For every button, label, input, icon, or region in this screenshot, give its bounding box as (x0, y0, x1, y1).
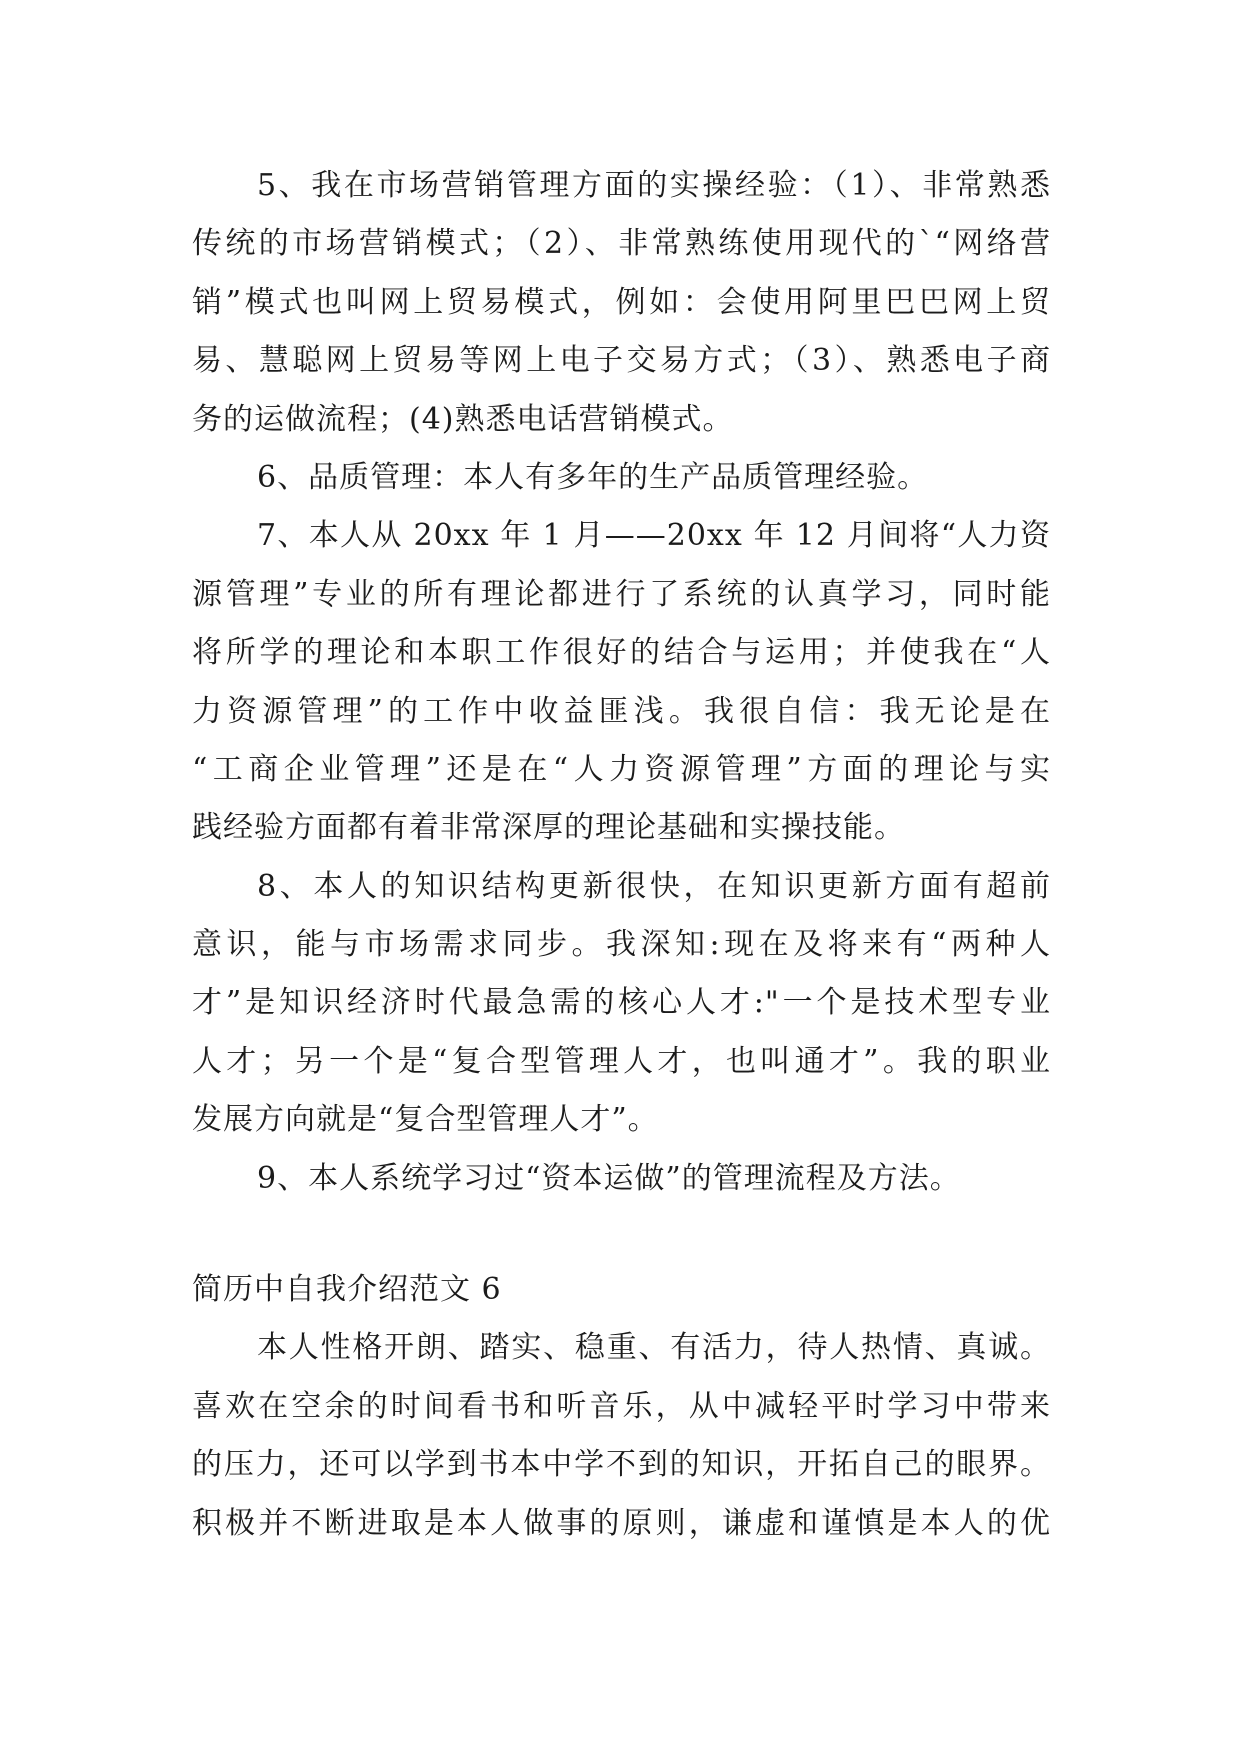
paragraph-line: 积极并不断进取是本人做事的原则，谦虚和谨慎是本人的优 (192, 1505, 1051, 1541)
paragraph-line: 9、本人系统学习过“资本运做”的管理流程及方法。 (257, 1160, 961, 1196)
paragraph-line: 人才；另一个是“复合型管理人才，也叫通才”。我的职业 (192, 1043, 1051, 1079)
section-paragraph-personality (192, 1319, 1051, 1553)
paragraph-line: “工商企业管理”还是在“人力资源管理”方面的理论与实 (192, 751, 1051, 787)
paragraph-line: 8、本人的知识结构更新很快，在知识更新方面有超前 (257, 868, 1051, 904)
paragraph-line: 本人性格开朗、踏实、稳重、有活力，待人热情、真诚。 (257, 1330, 1051, 1366)
paragraph-line: 销”模式也叫网上贸易模式，例如：会使用阿里巴巴网上贸 (192, 284, 1051, 320)
paragraph-line: 践经验方面都有着非常深厚的理论基础和实操技能。 (192, 810, 905, 846)
paragraph-line: 源管理”专业的所有理论都进行了系统的认真学习，同时能 (192, 576, 1051, 612)
paragraph-line: 的压力，还可以学到书本中学不到的知识，开拓自己的眼界。 (192, 1447, 1051, 1483)
document-body (192, 157, 1051, 1553)
paragraph-line: 7、本人从 20xx 年 1 月——20xx 年 12 月间将“人力资 (257, 518, 1051, 554)
paragraph-line: 意识，能与市场需求同步。我深知:现在及将来有“两种人 (192, 927, 1051, 963)
paragraph-line: 5、我在市场营销管理方面的实操经验：（1）、非常熟悉 (257, 168, 1051, 203)
paragraph-8-knowledge-structure (192, 858, 1051, 1150)
paragraph-9-capital-operation (192, 1150, 1051, 1208)
paragraph-line: 易、慧聪网上贸易等网上电子交易方式；（3）、熟悉电子商 (192, 343, 1051, 379)
paragraph-line: 传统的市场营销模式；（2）、非常熟练使用现代的`“网络营 (192, 226, 1051, 262)
section-heading (192, 1261, 1051, 1319)
paragraph-7-hr-management (192, 507, 1051, 857)
paragraph-6-quality-management (192, 449, 1051, 507)
paragraph-line: 发展方向就是“复合型管理人才”。 (192, 1102, 659, 1138)
paragraph-line: 力资源管理”的工作中收益匪浅。我很自信：我无论是在 (192, 693, 1051, 729)
paragraph-line: 才”是知识经济时代最急需的核心人才:"一个是技术型专业 (192, 985, 1051, 1021)
paragraph-5-marketing-experience (192, 157, 1051, 449)
paragraph-line: 务的运做流程；(4)熟悉电话营销模式。 (192, 401, 734, 437)
paragraph-line: 将所学的理论和本职工作很好的结合与运用；并使我在“人 (192, 635, 1051, 671)
section-heading-text: 简历中自我介绍范文 6 (192, 1272, 502, 1308)
paragraph-line: 喜欢在空余的时间看书和听音乐，从中减轻平时学习中带来 (192, 1388, 1051, 1424)
paragraph-line: 6、品质管理：本人有多年的生产品质管理经验。 (257, 459, 929, 495)
